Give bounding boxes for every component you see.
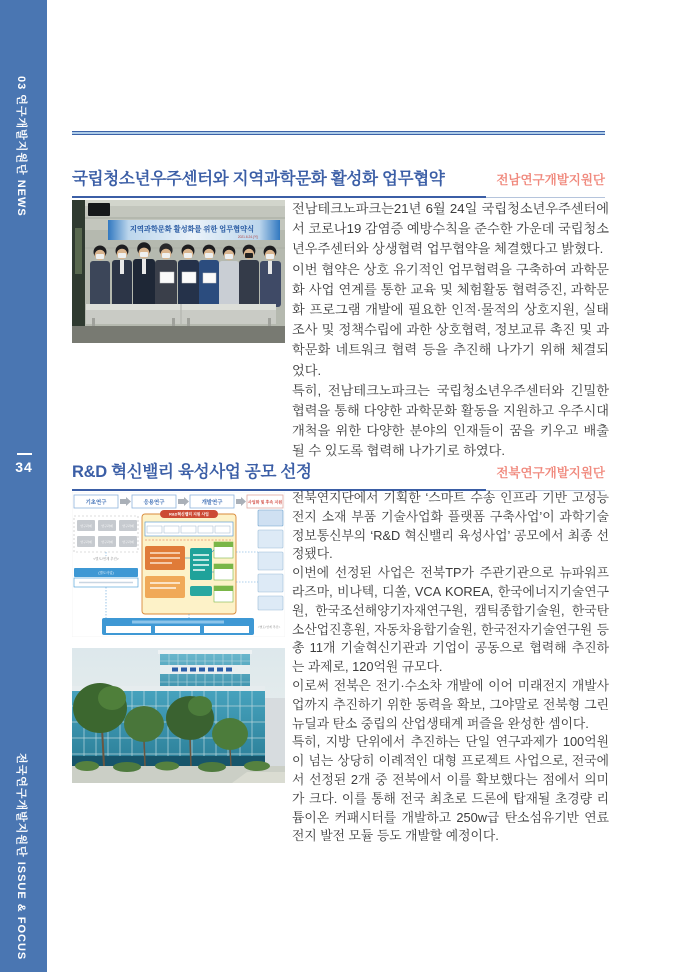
- diagram-illustration: [72, 492, 285, 637]
- article1-paragraph: 특히, 전남테크노파크는 국립청소년우주센터와 긴밀한 협력을 통해 다양한 과학문화 활동을 지원하고 우주시대 개척을 위한 다양한 분야의 인재들이 꿈을 키우고 배출될 수 있도록 협력해 나가기로 하였다.: [292, 382, 609, 459]
- research-box-label: 연구과제: [80, 540, 92, 544]
- diagram-stage-commercialization: 사업화 및 후속 지원: [247, 499, 283, 505]
- diagram-side-note-2: <별도/연계 추진>: [257, 625, 281, 629]
- article2-department-badge: 전북연구개발지원단: [486, 463, 605, 491]
- mou-photo-illustration: [72, 200, 285, 343]
- diagram-side-note: <별도/연계 추진>: [93, 557, 119, 561]
- building-tower: [158, 650, 252, 690]
- photo-speaker: [88, 203, 110, 216]
- left-sidebar: [0, 0, 47, 972]
- article2-body: [292, 489, 609, 846]
- technopark-building-photo: [72, 648, 285, 783]
- building-illustration: [72, 648, 285, 783]
- page-number: 34: [15, 459, 33, 475]
- photo-floor: [72, 326, 285, 343]
- research-box-label: 연구과제: [101, 540, 113, 544]
- research-box-label: 연구과제: [80, 524, 92, 528]
- article1-title-row: [72, 165, 605, 198]
- photo-banner-text: 지역과학문화 활성화를 위한 업무협약식: [129, 224, 255, 234]
- research-box-label: 연구과제: [122, 540, 134, 544]
- photo-banner-date: 2021.6.24.(목): [237, 235, 259, 239]
- sidebar-issue-label: 전국연구개발지원단 ISSUE & FOCUS: [15, 753, 27, 961]
- rnd-valley-diagram: [72, 492, 285, 637]
- mou-signing-photo: [72, 200, 285, 343]
- article1-department-badge: 전남연구개발지원단: [486, 170, 605, 198]
- article2-title: R&D 혁신밸리 육성사업 공모 선정: [72, 458, 486, 491]
- article2-title-row: [72, 458, 605, 491]
- diagram-center-panel: [142, 510, 236, 614]
- article1-body: [292, 199, 609, 462]
- diagram-stage-applied: 응용연구: [143, 499, 165, 506]
- research-box-label: 연구과제: [101, 524, 113, 528]
- article2-paragraph: 이번에 선정된 사업은 전북TP가 주관기관으로 뉴파워프라즈마, 비나텍, 디쏠, VCA KOREA, 한국에너지기술연구원, 한국조선해양기자재연구원, 캠틱종합기술원, 한국탄소산업진흥원, 자동차융합기술원, 한국전자기술연구원 등 총 11개 기술혁신기관과 기업이 공동으로 협력해 추진하는 과제로, 120억원 규모다.: [292, 565, 609, 675]
- diagram-stage-basic: 기초연구: [85, 499, 107, 506]
- article1-paragraph: 전남테크노파크는21년 6월 24일 국립청소년우주센터에서 코로나19 감염증 예방수칙을 준수한 가운데 국립청소년우주센터와 상생협력 업무협약을 체결했다고 밝혔다.: [292, 201, 609, 257]
- diagram-side-project-label: (별도사업): [98, 571, 114, 576]
- article2-paragraph: 특히, 지방 단위에서 추진하는 단일 연구과제가 100억원이 넘는 상당히 이례적인 대형 프로젝트 사업으로, 전국에서 선정된 2개 중 전북에서 이를 확보했다는 점에서 의미가 크다. 이를 통해 전국 최초로 드론에 탑재될 초경량 리튬이온 커패시터를 개발하고 250w급 탄소섬유기반 연료전지 발전 모듈 등도 개발할 예정이다.: [292, 734, 609, 844]
- article1-title: 국립청소년우주센터와 지역과학문화 활성화 업무협약: [72, 165, 486, 198]
- article1-paragraph: 이번 협약은 상호 유기적인 업무협력을 구축하여 과학문화 사업 연계를 통한 교육 및 체험활동 협력증진, 과학문화 프로그램 개발에 필요한 인적·물적의 상호지원, 실태조사 및 정책수립에 과한 상호협력, 정보교류 촉진 및 과학문화 네트워크 협력 등을 추진해 나가기 위해 체결되었다.: [292, 261, 609, 378]
- article2-paragraph: 전북연지단에서 기획한 ‘스마트 수송 인프라 기반 고성능 전지 소재 부품 기술사업화 플랫폼 구축사업’이 과학기술정보통신부의 ‘R&D 혁신밸리 육성사업’ 공모에서 최종 선정됐다.: [292, 490, 609, 562]
- diagram-stage-development: 개발연구: [201, 499, 223, 506]
- photo-people-group: [90, 242, 281, 307]
- page-number-dash: [17, 453, 32, 455]
- diagram-center-title: R&D혁신밸리 지원 사업: [169, 512, 209, 517]
- top-divider-rule: [72, 131, 605, 135]
- sidebar-section-label: 03 연구개발지원단 NEWS: [15, 76, 27, 217]
- research-box-label: 연구과제: [122, 524, 134, 528]
- article2-paragraph: 이로써 전북은 전기·수소차 개발에 이어 미래전지 개발사업까지 추진하기 위한 동력을 확보, 그야말로 전북형 그린뉴딜과 탄소 중립의 산업생태계 퍼즐을 완성한 셈이다.: [292, 677, 609, 731]
